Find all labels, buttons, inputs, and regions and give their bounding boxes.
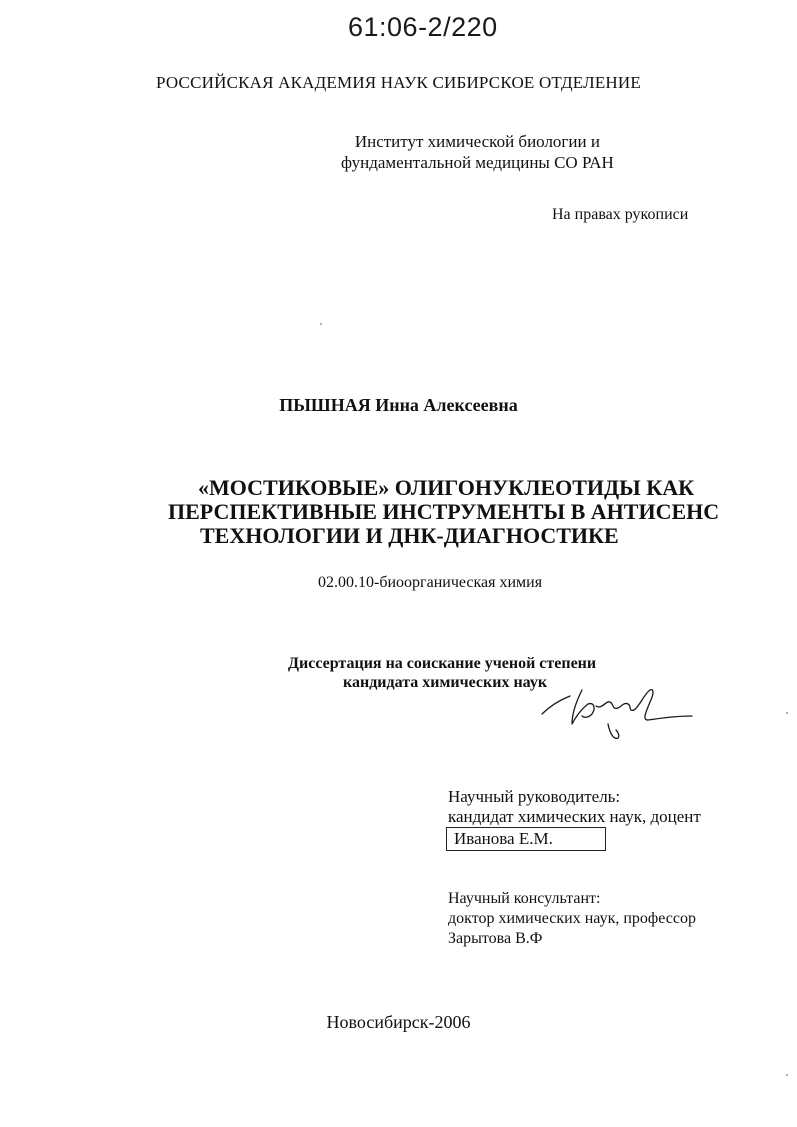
academy-header: РОССИЙСКАЯ АКАДЕМИЯ НАУК СИБИРСКОЕ ОТДЕЛЕНИЕ [156, 73, 641, 92]
specialty-code: 02.00.10-биоорганическая химия [318, 574, 543, 591]
consultant-name: Зарытова В.Ф [448, 930, 543, 947]
institute-name [341, 131, 614, 173]
supervisor-label: Научный руководитель: [448, 787, 621, 806]
scientific-supervisor [448, 787, 701, 851]
degree-line-2: кандидата химических наук [343, 674, 548, 691]
dissertation-title [168, 476, 719, 548]
institute-line-2: фундаментальной медицины СО РАН [341, 153, 614, 172]
scan-speck [786, 712, 788, 714]
supervisor-degree: кандидат химических наук, доцент [448, 807, 701, 826]
scientific-consultant [448, 889, 696, 949]
supervisor-name: Иванова Е.М. [446, 827, 606, 851]
consultant-label: Научный консультант: [448, 890, 601, 907]
institute-line-1: Институт химической биологии и [354, 132, 600, 151]
title-line-3: ТЕХНОЛОГИИ И ДНК-ДИАГНОСТИКЕ [200, 523, 619, 548]
handwritten-signature [536, 680, 696, 750]
archive-stamp-number: 61:06-2/220 [348, 12, 498, 42]
author-name: ПЫШНАЯ Инна Алексеевна [279, 395, 518, 415]
degree-line-1: Диссертация на соискание ученой степени [288, 655, 597, 672]
city-year: Новосибирск-2006 [326, 1012, 471, 1032]
title-line-2: ПЕРСПЕКТИВНЫЕ ИНСТРУМЕНТЫ В АНТИСЕНС [168, 499, 720, 524]
title-line-1: «МОСТИКОВЫЕ» ОЛИГОНУКЛЕОТИДЫ КАК [198, 475, 695, 500]
consultant-degree: доктор химических наук, профессор [448, 910, 696, 927]
scan-speck [320, 323, 322, 325]
rights-note: На правах рукописи [552, 206, 689, 223]
scan-speck [786, 1074, 788, 1076]
